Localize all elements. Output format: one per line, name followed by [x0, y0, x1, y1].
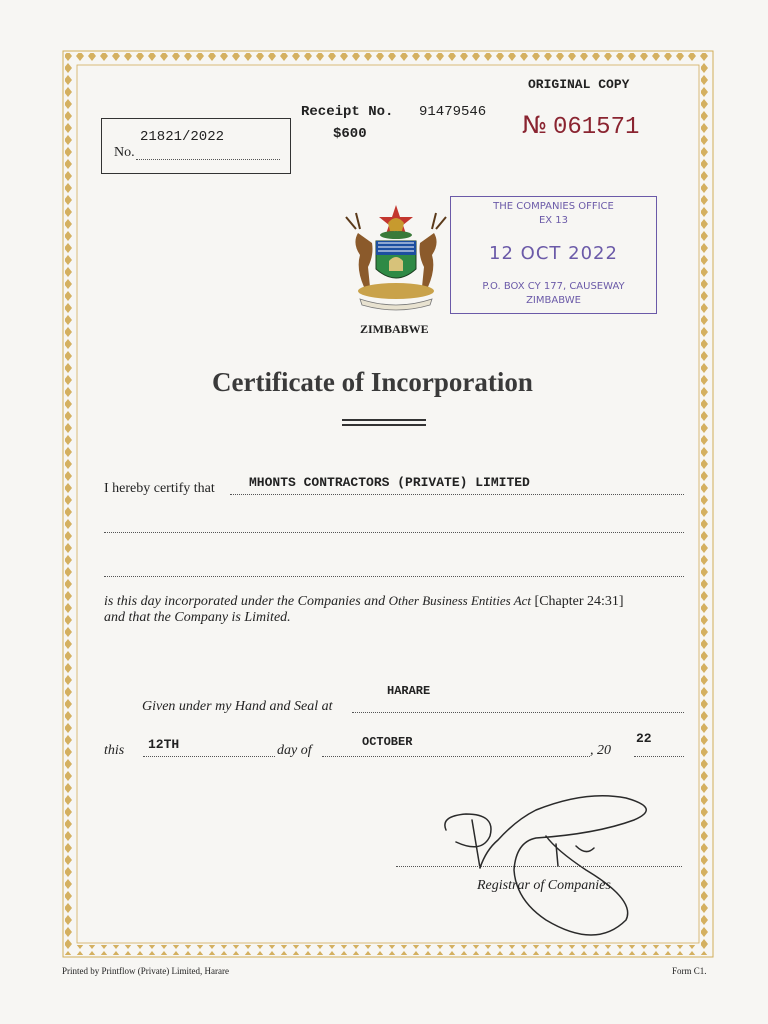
this-label: this — [104, 743, 125, 758]
title-underline-1 — [342, 419, 426, 421]
blank-dotted-line-1 — [104, 532, 684, 533]
year-prefix: , 20 — [590, 743, 611, 758]
stamp-date: 12 OCT 2022 — [489, 243, 618, 264]
month-dotted-line — [322, 756, 590, 757]
serial-prefix: № — [522, 111, 547, 139]
receipt-label: Receipt No. — [301, 104, 394, 120]
incorporation-text-3: and that the Company is Limited. — [104, 610, 291, 625]
day-of-label: day of — [277, 743, 312, 758]
printer-credit: Printed by Printflow (Private) Limited, Harare — [62, 966, 229, 976]
stamp-line-2: EX 13 — [538, 215, 569, 226]
file-number-dotted-line — [136, 159, 280, 160]
place-dotted-line — [352, 712, 684, 713]
company-name: MHONTS CONTRACTORS (PRIVATE) LIMITED — [249, 475, 530, 490]
certificate-title: Certificate of Incorporation — [212, 367, 533, 397]
file-number-label: No. — [114, 145, 135, 160]
stamp-line-4: ZIMBABWE — [526, 295, 581, 306]
registrar-signature — [436, 780, 660, 944]
blank-dotted-line-2 — [104, 576, 684, 577]
country-label: ZIMBABWE — [360, 322, 429, 336]
file-number: 21821/2022 — [140, 129, 225, 145]
receipt-number: 91479546 — [419, 104, 487, 120]
incorporation-statement — [104, 593, 624, 610]
signature-dotted-line — [396, 866, 682, 867]
company-name-dotted-line — [230, 494, 684, 495]
form-number: Form C1. — [672, 966, 707, 976]
companies-office-stamp — [450, 196, 657, 314]
coat-of-arms-emblem — [332, 203, 460, 315]
file-number-box — [101, 118, 291, 174]
day-dotted-line — [143, 756, 275, 757]
serial-number: 061571 — [552, 114, 640, 141]
place-value: HARARE — [387, 684, 431, 698]
incorporation-text-1: is this day incorporated under the Companies and — [104, 594, 386, 609]
year-dotted-line — [634, 756, 684, 757]
serial-number-row — [522, 111, 639, 141]
incorporation-text-2: Other Business Entities Act — [388, 593, 532, 608]
day-value: 12TH — [148, 737, 180, 752]
receipt-amount: $600 — [333, 126, 367, 142]
registrar-title: Registrar of Companies — [477, 878, 611, 893]
original-copy-label: ORIGINAL COPY — [528, 77, 630, 92]
title-underline-2 — [342, 424, 426, 426]
given-label: Given under my Hand and Seal at — [142, 699, 333, 714]
stamp-line-3: P.O. BOX CY 177, CAUSEWAY — [482, 281, 625, 292]
month-value: OCTOBER — [362, 735, 413, 749]
stamp-line-1: THE COMPANIES OFFICE — [493, 201, 614, 212]
certify-label: I hereby certify that — [104, 481, 215, 496]
year-value: 22 — [636, 731, 652, 746]
chapter-reference: [Chapter 24:31] — [534, 594, 624, 609]
